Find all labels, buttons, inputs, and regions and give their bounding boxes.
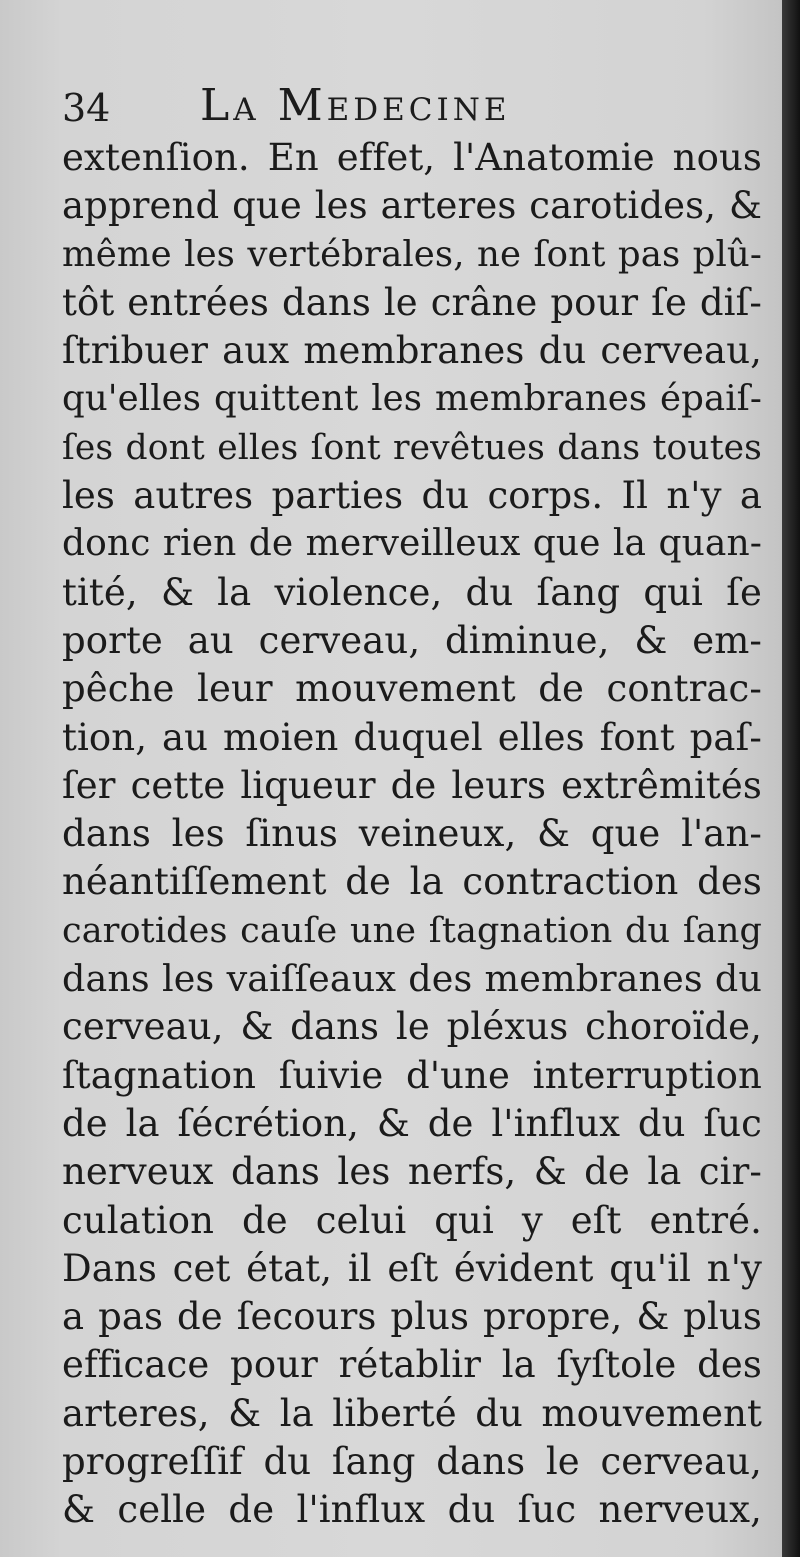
text-line: arteres, & la liberté du mouvement (62, 1391, 762, 1435)
text-line: carotides cauſe une ſtagnation du ſang (62, 910, 762, 951)
text-line: Dans cet état, il eſt évident qu'il n'y (62, 1246, 762, 1290)
text-line: pêche leur mouvement de contrac- (62, 667, 762, 711)
text-line: ſtribuer aux membranes du cerveau, (62, 329, 762, 373)
text-line: même les vertébrales, ne ſont pas plû- (62, 233, 762, 275)
text-line: ſes dont elles ſont revêtues dans toutes (62, 427, 762, 468)
text-line: dans les vaiſſeaux des membranes du (62, 957, 762, 1001)
page-header (62, 80, 762, 134)
text-line: de la ſécrétion, & de l'influx du ſuc (62, 1101, 762, 1145)
text-line: néantiſſement de la contraction des (62, 860, 762, 904)
text-line: cerveau, & dans le pléxus choroïde, (62, 1005, 762, 1049)
text-line: les autres parties du corps. Il n'y a (62, 474, 762, 518)
text-line: & celle de l'influx du ſuc nerveux, (62, 1488, 762, 1532)
text-line: tion, au moien duquel elles font paſ- (62, 715, 762, 759)
body-text (62, 134, 762, 1535)
page-number: 34 (62, 86, 111, 130)
text-line: nerveux dans les nerfs, & de la cir- (62, 1150, 762, 1194)
text-line: extenſion. En effet, l'Anatomie nous (62, 136, 762, 179)
text-line: apprend que les arteres carotides, & (62, 184, 762, 228)
text-line: donc rien de merveilleux que la quan- (62, 523, 762, 565)
text-line: efficace pour rétablir la ſyſtole des (62, 1343, 762, 1387)
text-line: dans les ſinus veineux, & que l'an- (62, 812, 762, 856)
text-line: a pas de ſecours plus propre, & plus (62, 1295, 762, 1339)
running-title: La Medecine (200, 80, 511, 131)
page-edge-shadow (782, 0, 800, 1557)
text-line: porte au cerveau, diminue, & em- (62, 618, 762, 662)
text-line: tôt entrées dans le crâne pour ſe diſ- (62, 280, 762, 324)
text-line: tité, & la violence, du ſang qui ſe (62, 570, 762, 614)
text-line: culation de celui qui y eſt entré. (62, 1198, 762, 1242)
text-line: ſtagnation ſuivie d'une interruption (62, 1053, 762, 1097)
text-line: ſer cette liqueur de leurs extrêmités (62, 763, 762, 807)
text-line: qu'elles quittent les membranes épaiſ- (62, 378, 762, 420)
text-line: progreſſif du ſang dans le cerveau, (62, 1440, 762, 1484)
